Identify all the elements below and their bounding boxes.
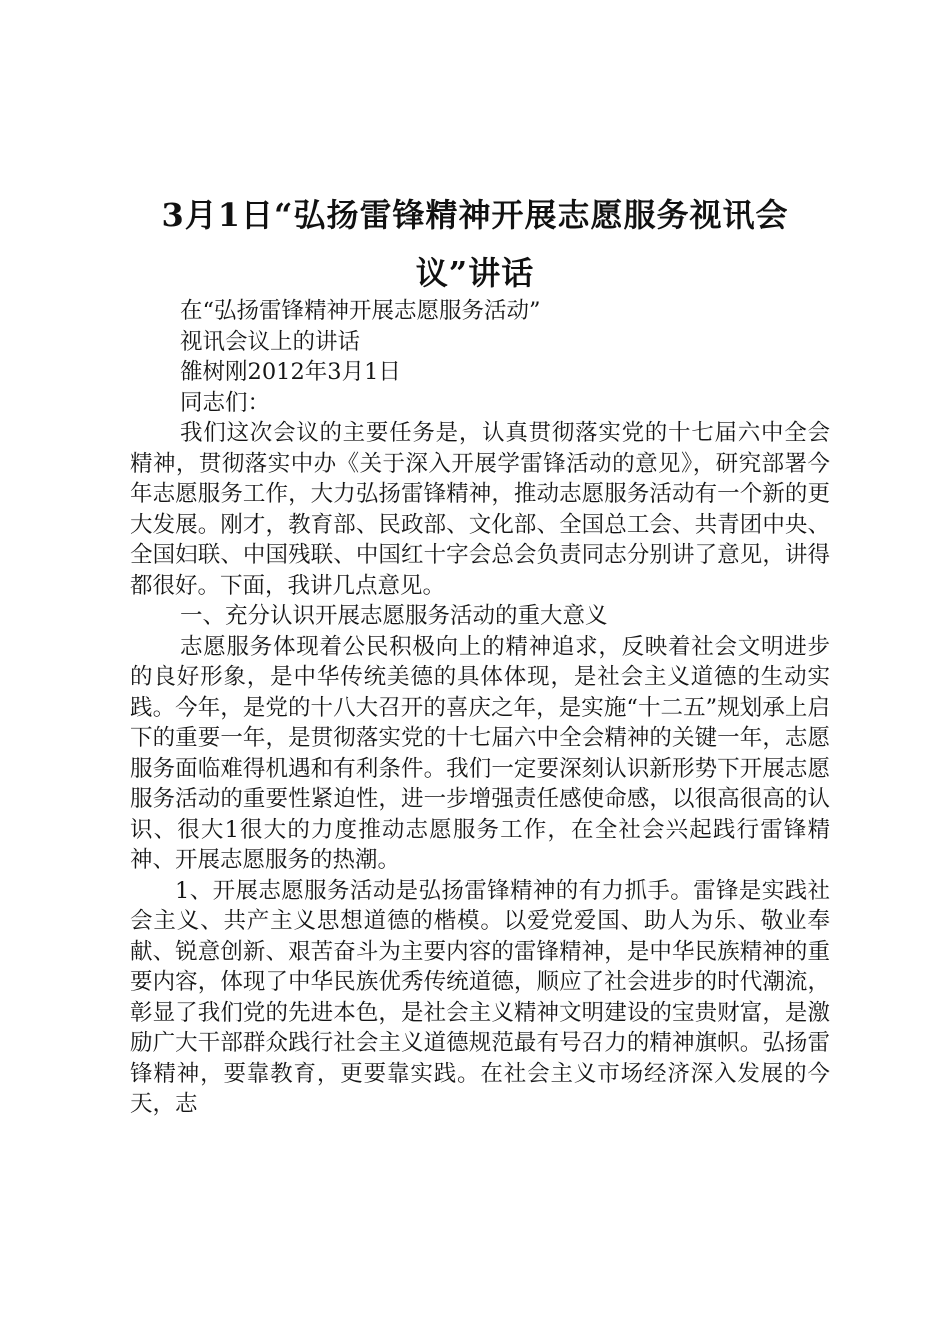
subtitle-line-2: 视讯会议上的讲话 — [180, 328, 361, 355]
subtitle-line-1: 在“弘扬雷锋精神开展志愿服务活动” — [180, 298, 541, 324]
salutation: 同志们： — [180, 389, 271, 416]
document-title: 3月1日“弘扬雷锋精神开展志愿服务视讯会议”讲话 — [161, 196, 789, 292]
paragraph-point-1: 1、开展志愿服务活动是弘扬雷锋精神的有力抓手。雷锋是实践社会主义、共产主义思想道德的楷模。以爱党爱国、助人为乐、敬业奉献、锐意创新、艰苦奋斗为主要内容的雷锋精神，是中华民族精神的重要内容，体现了中华民族优秀传统道德，顺应了社会进步的时代潮流，彰显了我们党的先进本色，是社会主义精神文明建设的宝贵财富，是激励广大干部群众践行社会主义道德规范最有号召力的精神旗帜。弘扬雷锋精神，要靠教育，更要靠实践。在社会主义市场经济深入发展的今天，志 — [130, 877, 830, 1117]
speaker-date-line: 雒树刚2012年3月1日 — [180, 359, 401, 385]
document-body — [130, 296, 830, 1120]
paragraph-significance: 志愿服务体现着公民积极向上的精神追求，反映着社会文明进步的良好形象，是中华传统美德的具体体现，是社会主义道德的生动实践。今年，是党的十八大召开的喜庆之年，是实施“十二五”规划承上启下的重要一年，是贯彻落实党的十七届六中全会精神的关键一年，志愿服务面临难得机遇和有利条件。我们一定要深刻认识新形势下开展志愿服务活动的重要性紧迫性，进一步增强责任感使命感，以很高很高的认识、很大1很大的力度推动志愿服务工作，在全社会兴起践行雷锋精神、开展志愿服务的热潮。 — [130, 633, 830, 873]
paragraph-intro: 我们这次会议的主要任务是，认真贯彻落实党的十七届六中全会精神，贯彻落实中办《关于深入开展学雷锋活动的意见》，研究部署今年志愿服务工作，大力弘扬雷锋精神，推动志愿服务活动有一个新的更大发展。刚才，教育部、民政部、文化部、全国总工会、共青团中央、全国妇联、中国残联、中国红十字会总会负责同志分别讲了意见，讲得都很好。下面，我讲几点意见。 — [130, 420, 830, 599]
section-heading-1: 一、充分认识开展志愿服务活动的重大意义 — [180, 603, 608, 629]
